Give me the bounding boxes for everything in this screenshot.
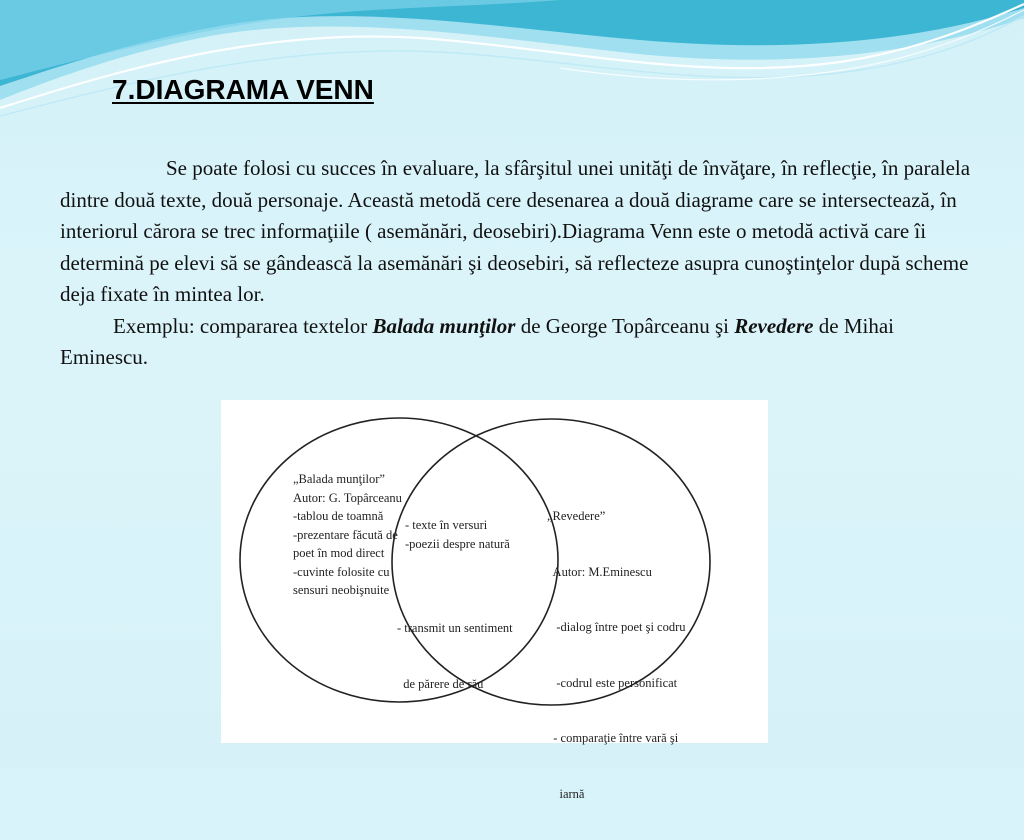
example-suffix: de Mihai Eminescu. [60, 313, 894, 369]
venn-left-line: -cuvinte folosite cu [293, 564, 390, 579]
paragraph-example [60, 311, 984, 374]
slide-title: 7.DIAGRAMA VENN [112, 74, 374, 105]
venn-right-text [547, 470, 686, 840]
venn-left-line: „Balada munţilor” [293, 472, 385, 486]
example-title-balada: Balada munţilor [372, 313, 516, 338]
venn-middle-bottom-text [397, 582, 513, 730]
paragraph-description: Se poate folosi cu succes în evaluare, la sfârşitul unei unităţi de învăţare, în reflecţie, în paralela dintre două texte, două personaje. Această metodă cere desenarea a două diagrame care se intersectează, în interiorul cărora se trec informaţiile ( asemănări, deosebiri).Diagrama Venn este o metodă activă care îi determină pe elevi să se gândească la asemănări şi deosebiri, să reflecteze asupra cunoştinţelor după scheme deja fixate în mintea lor. [60, 156, 971, 306]
venn-right-line: - comparaţie între vară şi [547, 731, 679, 745]
venn-diagram [221, 400, 768, 801]
example-title-revedere: Revedere [734, 313, 814, 338]
venn-middle-line: -poezii despre natură [405, 536, 510, 551]
venn-left-line: -prezentare făcută de [293, 527, 398, 542]
venn-left-line: sensuri neobişnuite [293, 583, 390, 597]
venn-right-line: -codrul este personificat [547, 675, 678, 690]
venn-middle-top-text [405, 516, 510, 553]
example-prefix: Exemplu: compararea textelor [113, 313, 373, 338]
venn-right-line: -dialog între poet şi codru [547, 620, 686, 634]
venn-right-line: „Revedere” [547, 509, 606, 523]
example-mid: de George Topârceanu şi [515, 313, 735, 338]
venn-left-line: Autor: G. Topârceanu [293, 490, 402, 505]
venn-left-text [293, 470, 402, 600]
wave-decoration [0, 0, 1024, 130]
venn-right-line: iarnă [547, 786, 585, 801]
body-text [60, 153, 984, 374]
venn-right-line: Autor: M.Eminescu [547, 564, 652, 579]
venn-middle-line: - texte în versuri [405, 518, 488, 532]
venn-middle-line: de părere de rău [397, 676, 484, 691]
venn-left-line: -tablou de toamnă [293, 509, 384, 523]
venn-left-line: poet în mod direct [293, 546, 385, 560]
venn-middle-line: - transmit un sentiment [397, 621, 513, 635]
